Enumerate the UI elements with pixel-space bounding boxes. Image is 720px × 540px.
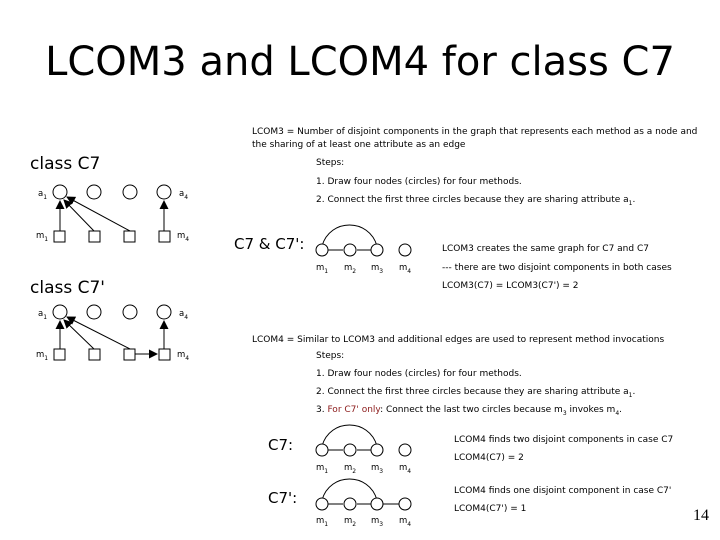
lcom4-c7-note: LCOM4 finds two disjoint components in case C7 [454, 435, 674, 445]
method-label-first: $m_1$ [36, 350, 49, 362]
lcom4-c7-prime-result: LCOM4(C7') = 1 [454, 504, 527, 514]
lcom3-definition-line1: LCOM3 = Number of disjoint components in the graph that represents each method as a node and [252, 127, 698, 137]
lcom3-note-disjoint: --- there are two disjoint components in both cases [442, 263, 672, 273]
node-label-m3: $m_3$ [371, 516, 384, 528]
attribute-node-a3 [123, 305, 137, 319]
class-c7-label: class C7 [30, 154, 101, 174]
node-label-m2: $m_2$ [344, 516, 357, 528]
method-node-m1 [316, 444, 328, 456]
access-edge-m2-a1 [64, 200, 94, 231]
method-node-m3 [371, 498, 383, 510]
lcom4-steps-label: Steps: [316, 351, 345, 361]
method-node-m1 [316, 244, 328, 256]
node-label-m2: $m_2$ [344, 463, 357, 475]
method-node-m3 [371, 444, 383, 456]
method-node-m3 [124, 231, 135, 242]
method-node-m4 [159, 349, 170, 360]
method-node-m1 [54, 231, 65, 242]
access-edge-m3-a1 [67, 197, 130, 231]
lcom4-graph-c7-prime [268, 479, 671, 528]
method-node-m2 [344, 498, 356, 510]
method-node-m3 [124, 349, 135, 360]
method-node-m1 [54, 349, 65, 360]
class-c7-prime-diagram [30, 278, 189, 362]
method-node-m2 [344, 444, 356, 456]
method-node-m1 [316, 498, 328, 510]
lcom4-step2: 2. Connect the first three circles because they are sharing attribute $a_1$. [316, 387, 636, 399]
lcom4-definition: LCOM4 = Similar to LCOM3 and additional edges are used to represent method invocations [252, 335, 665, 345]
node-label-m2: $m_2$ [344, 263, 357, 275]
lcom3-steps-label: Steps: [316, 158, 345, 168]
node-label-m1: $m_1$ [316, 263, 329, 275]
attribute-node-a4 [157, 185, 171, 199]
attribute-node-a3 [123, 185, 137, 199]
edge-m1-m3 [322, 479, 377, 500]
access-edge-m2-a1 [64, 320, 94, 349]
method-node-m4 [399, 444, 411, 456]
method-label-last: $m_4$ [177, 350, 190, 362]
method-node-m4 [399, 244, 411, 256]
method-node-m2 [89, 231, 100, 242]
class-c7-prime-label: class C7' [30, 278, 105, 298]
attr-label-last: $a_4$ [179, 309, 189, 321]
page-number: 14 [693, 507, 709, 524]
lcom4-graph-c7 [268, 425, 673, 475]
node-label-m1: $m_1$ [316, 516, 329, 528]
lcom3-section [234, 127, 697, 291]
attr-label-last: $a_4$ [179, 189, 189, 201]
slide-title: LCOM3 and LCOM4 for class C7 [45, 39, 675, 85]
step3-highlight: For C7' only [327, 405, 381, 415]
edge-m1-m3 [322, 425, 377, 446]
node-label-m4: $m_4$ [399, 463, 412, 475]
node-label-m4: $m_4$ [399, 516, 412, 528]
attr-label-first: $a_1$ [38, 189, 48, 201]
lcom4-section [252, 335, 673, 528]
method-node-m3 [371, 244, 383, 256]
attribute-node-a1 [53, 305, 67, 319]
lcom4-c7-prime-note: LCOM4 finds one disjoint component in case C7' [454, 486, 672, 496]
method-label-last: $m_4$ [177, 231, 190, 243]
node-label-m4: $m_4$ [399, 263, 412, 275]
lcom3-step2: 2. Connect the first three circles because they are sharing attribute $a_1$. [316, 195, 636, 207]
method-node-m2 [344, 244, 356, 256]
method-node-m2 [89, 349, 100, 360]
lcom3-graph-label: C7 & C7': [234, 235, 305, 253]
node-label-m1: $m_1$ [316, 463, 329, 475]
attribute-node-a2 [87, 305, 101, 319]
lcom4-graph-c7-label: C7: [268, 436, 294, 454]
method-label-first: $m_1$ [36, 231, 49, 243]
method-node-m4 [159, 231, 170, 242]
lcom4-graph-c7-prime-label: C7': [268, 489, 298, 507]
lcom3-note-same-graph: LCOM3 creates the same graph for C7 and C7 [442, 244, 649, 254]
attribute-node-a4 [157, 305, 171, 319]
method-node-m4 [399, 498, 411, 510]
lcom4-step1: 1. Draw four nodes (circles) for four methods. [316, 369, 522, 379]
node-label-m3: $m_3$ [371, 263, 384, 275]
lcom4-c7-result: LCOM4(C7) = 2 [454, 453, 524, 463]
attribute-node-a2 [87, 185, 101, 199]
edge-m1-m3 [322, 225, 377, 246]
lcom3-step1: 1. Draw four nodes (circles) for four methods. [316, 177, 522, 187]
lcom4-step3: 3. For C7' only: Connect the last two circles because $m_3$ invokes $m_4$. [316, 405, 623, 417]
lcom3-definition-line2: the sharing of at least one attribute as an edge [252, 140, 466, 150]
attr-label-first: $a_1$ [38, 309, 48, 321]
node-label-m3: $m_3$ [371, 463, 384, 475]
access-edge-m3-a1 [67, 317, 130, 349]
class-c7-diagram [30, 154, 189, 243]
lcom3-result: LCOM3(C7) = LCOM3(C7') = 2 [442, 281, 579, 291]
attribute-node-a1 [53, 185, 67, 199]
